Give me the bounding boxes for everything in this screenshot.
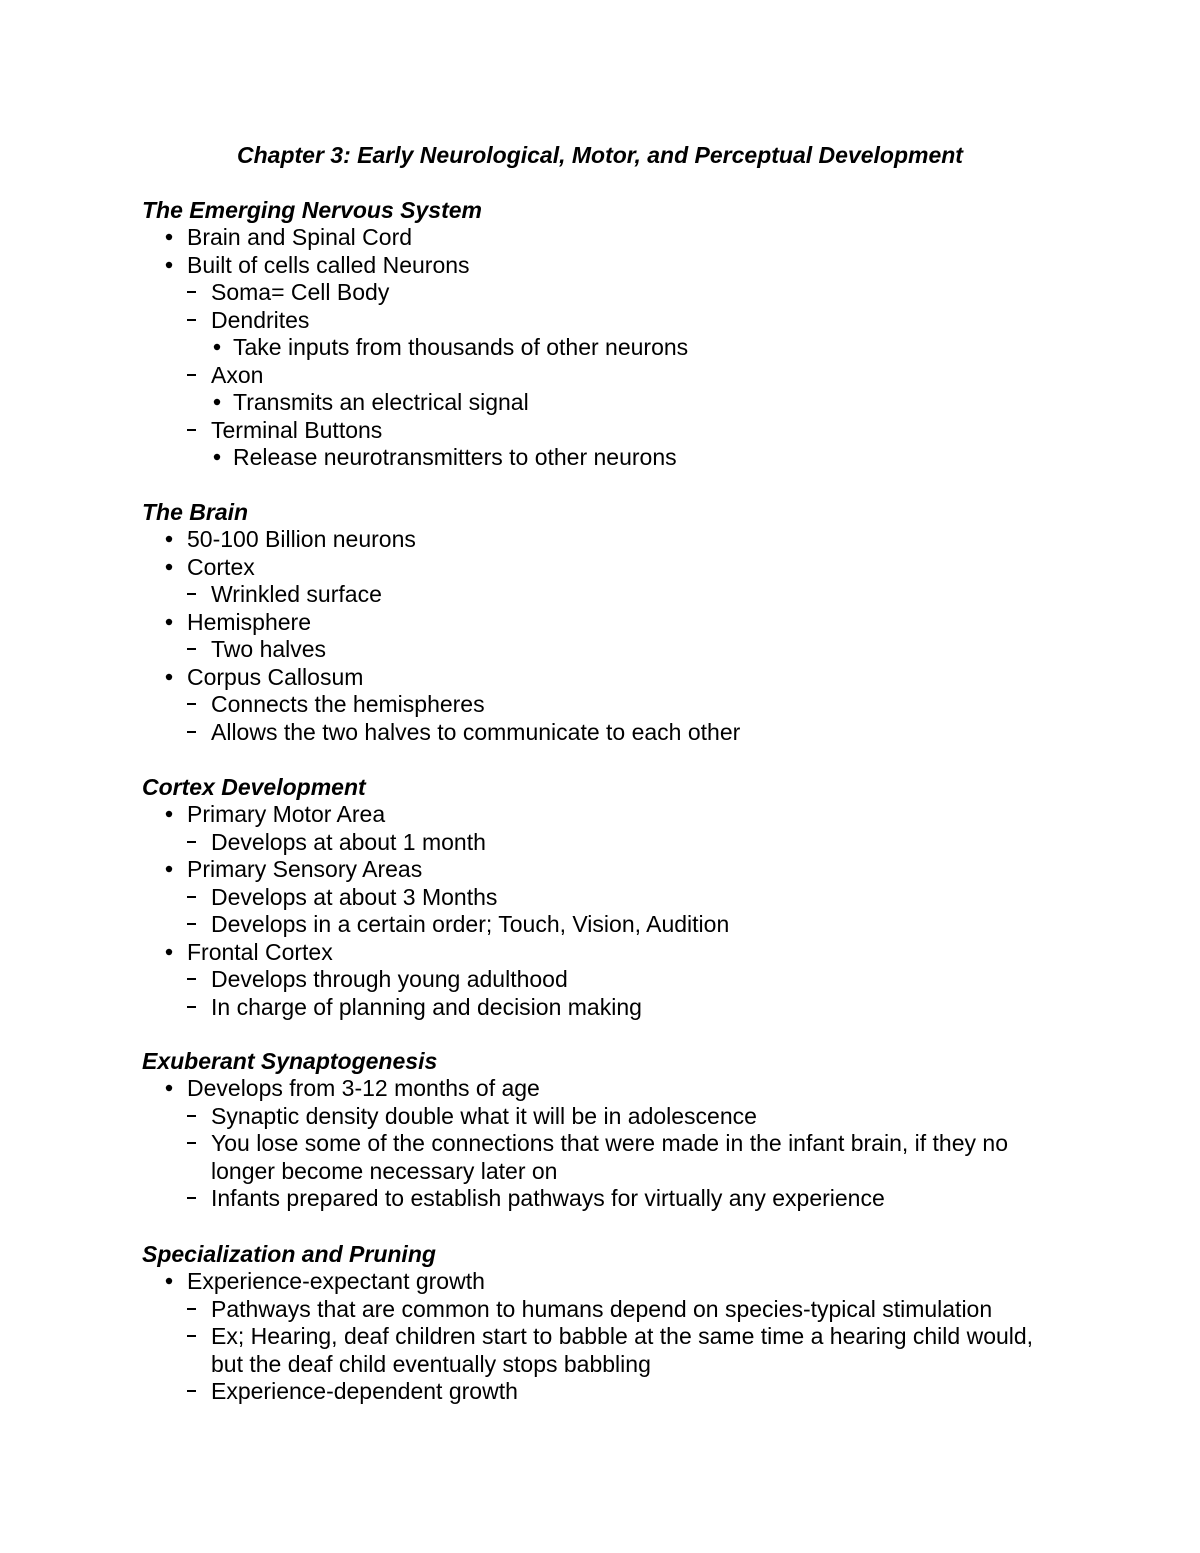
dash-icon [186, 838, 198, 848]
list-item-text: Soma= Cell Body [211, 279, 390, 305]
list-item [211, 719, 740, 747]
list-item-continuation [211, 1158, 557, 1186]
list-item [211, 1323, 1033, 1351]
dash-icon [186, 1387, 198, 1397]
dash-icon [186, 288, 198, 298]
list-item [187, 554, 255, 582]
list-item-text: Develops at about 3 Months [211, 883, 498, 910]
bullet-icon [213, 453, 223, 463]
bullet-icon [165, 563, 175, 573]
list-item-text: Experience-expectant growth [187, 1268, 485, 1294]
list-item [211, 1378, 518, 1406]
list-item [211, 829, 486, 857]
list-item [187, 224, 412, 252]
list-item-text: In charge of planning and decision making [211, 993, 642, 1020]
list-item-text: Develops from 3-12 months of age [187, 1075, 540, 1101]
list-item [187, 939, 333, 967]
bullet-icon [165, 673, 175, 683]
list-item [187, 526, 416, 554]
list-item-text: Take inputs from thousands of other neurons [233, 334, 689, 360]
dash-icon [186, 1003, 198, 1013]
list-item-text: Two halves [211, 636, 327, 662]
section-heading: Specialization and Pruning [142, 1241, 436, 1267]
dash-icon [186, 1332, 198, 1342]
bullet-icon [165, 261, 175, 271]
bullet-icon [165, 1277, 175, 1287]
list-item [211, 417, 382, 445]
list-item-text: Dendrites [211, 306, 310, 333]
list-item [187, 801, 385, 829]
list-item [211, 691, 485, 719]
list-item [211, 966, 568, 994]
list-item-text: Connects the hemispheres [211, 691, 485, 717]
list-item [211, 884, 497, 912]
dash-icon [186, 920, 198, 930]
list-item [211, 911, 729, 939]
bullet-icon [165, 948, 175, 958]
bullet-icon [165, 618, 175, 628]
dash-icon [186, 645, 198, 655]
list-item-text: Cortex [187, 553, 255, 580]
list-item-text: Axon [211, 361, 264, 388]
list-item-text: Hemisphere [187, 608, 311, 635]
list-item-text: Develops at about 1 month [211, 828, 486, 855]
dash-icon [186, 1112, 198, 1122]
document-title: Chapter 3: Early Neurological, Motor, and Perceptual Development [237, 142, 963, 168]
dash-icon [186, 371, 198, 381]
bullet-icon [213, 343, 223, 353]
dash-icon [186, 975, 198, 985]
list-item-text: Brain and Spinal Cord [187, 224, 413, 250]
list-item [211, 1296, 992, 1324]
bullet-icon [165, 233, 175, 243]
list-item-text: longer become necessary later on [211, 1157, 558, 1184]
list-item-text: Corpus Callosum [187, 663, 364, 690]
list-item [211, 1130, 1008, 1158]
section-heading: Exuberant Synaptogenesis [142, 1048, 438, 1074]
list-item [187, 252, 470, 280]
list-item [187, 1075, 540, 1103]
list-item-text: Transmits an electrical signal [233, 389, 529, 415]
list-item-text: Allows the two halves to communicate to each other [211, 718, 741, 745]
section-heading: The Brain [142, 499, 249, 525]
bullet-icon [165, 1084, 175, 1094]
list-item [233, 444, 677, 472]
list-item-text: Primary Sensory Areas [187, 856, 423, 882]
section-heading: Cortex Development [142, 774, 366, 800]
list-item [211, 994, 642, 1022]
list-item-text: Pathways that are common to humans depend on species-typical stimulation [211, 1295, 993, 1322]
list-item-text: Terminal Buttons [211, 416, 383, 443]
list-item-text: 50-100 Billion neurons [187, 526, 416, 552]
bullet-icon [165, 865, 175, 875]
list-item-text: Primary Motor Area [187, 801, 386, 827]
dash-icon [186, 728, 198, 738]
list-item [211, 307, 309, 335]
list-item-text: You lose some of the connections that were made in the infant brain, if they no [211, 1130, 1008, 1156]
bullet-icon [165, 535, 175, 545]
dash-icon [186, 590, 198, 600]
list-item-text: Experience-dependent growth [211, 1378, 518, 1404]
list-item [211, 1185, 885, 1213]
dash-icon [186, 700, 198, 710]
list-item-text: Built of cells called Neurons [187, 251, 470, 278]
list-item [187, 664, 363, 692]
list-item-text: but the deaf child eventually stops babbling [211, 1350, 651, 1377]
list-item-text: Infants prepared to establish pathways for virtually any experience [211, 1185, 885, 1211]
dash-icon [186, 426, 198, 436]
bullet-icon [213, 398, 223, 408]
list-item-text: Synaptic density double what it will be in adolescence [211, 1102, 757, 1129]
list-item [211, 1103, 757, 1131]
list-item [233, 334, 688, 362]
list-item [233, 389, 529, 417]
list-item-text: Release neurotransmitters to other neurons [233, 444, 677, 470]
list-item [211, 279, 389, 307]
list-item [187, 609, 311, 637]
dash-icon [186, 893, 198, 903]
list-item [187, 1268, 485, 1296]
list-item-text: Develops in a certain order; Touch, Vision, Audition [211, 911, 730, 937]
list-item [211, 362, 263, 390]
list-item-text: Frontal Cortex [187, 938, 333, 965]
dash-icon [186, 1139, 198, 1149]
bullet-icon [165, 810, 175, 820]
list-item [211, 581, 382, 609]
list-item [187, 856, 422, 884]
dash-icon [186, 316, 198, 326]
list-item-continuation [211, 1351, 651, 1379]
list-item-text: Wrinkled surface [211, 581, 382, 607]
dash-icon [186, 1305, 198, 1315]
dash-icon [186, 1194, 198, 1204]
list-item [211, 636, 326, 664]
list-item-text: Ex; Hearing, deaf children start to babble at the same time a hearing child would, [211, 1323, 1034, 1349]
section-heading: The Emerging Nervous System [142, 197, 482, 223]
list-item-text: Develops through young adulthood [211, 966, 568, 992]
